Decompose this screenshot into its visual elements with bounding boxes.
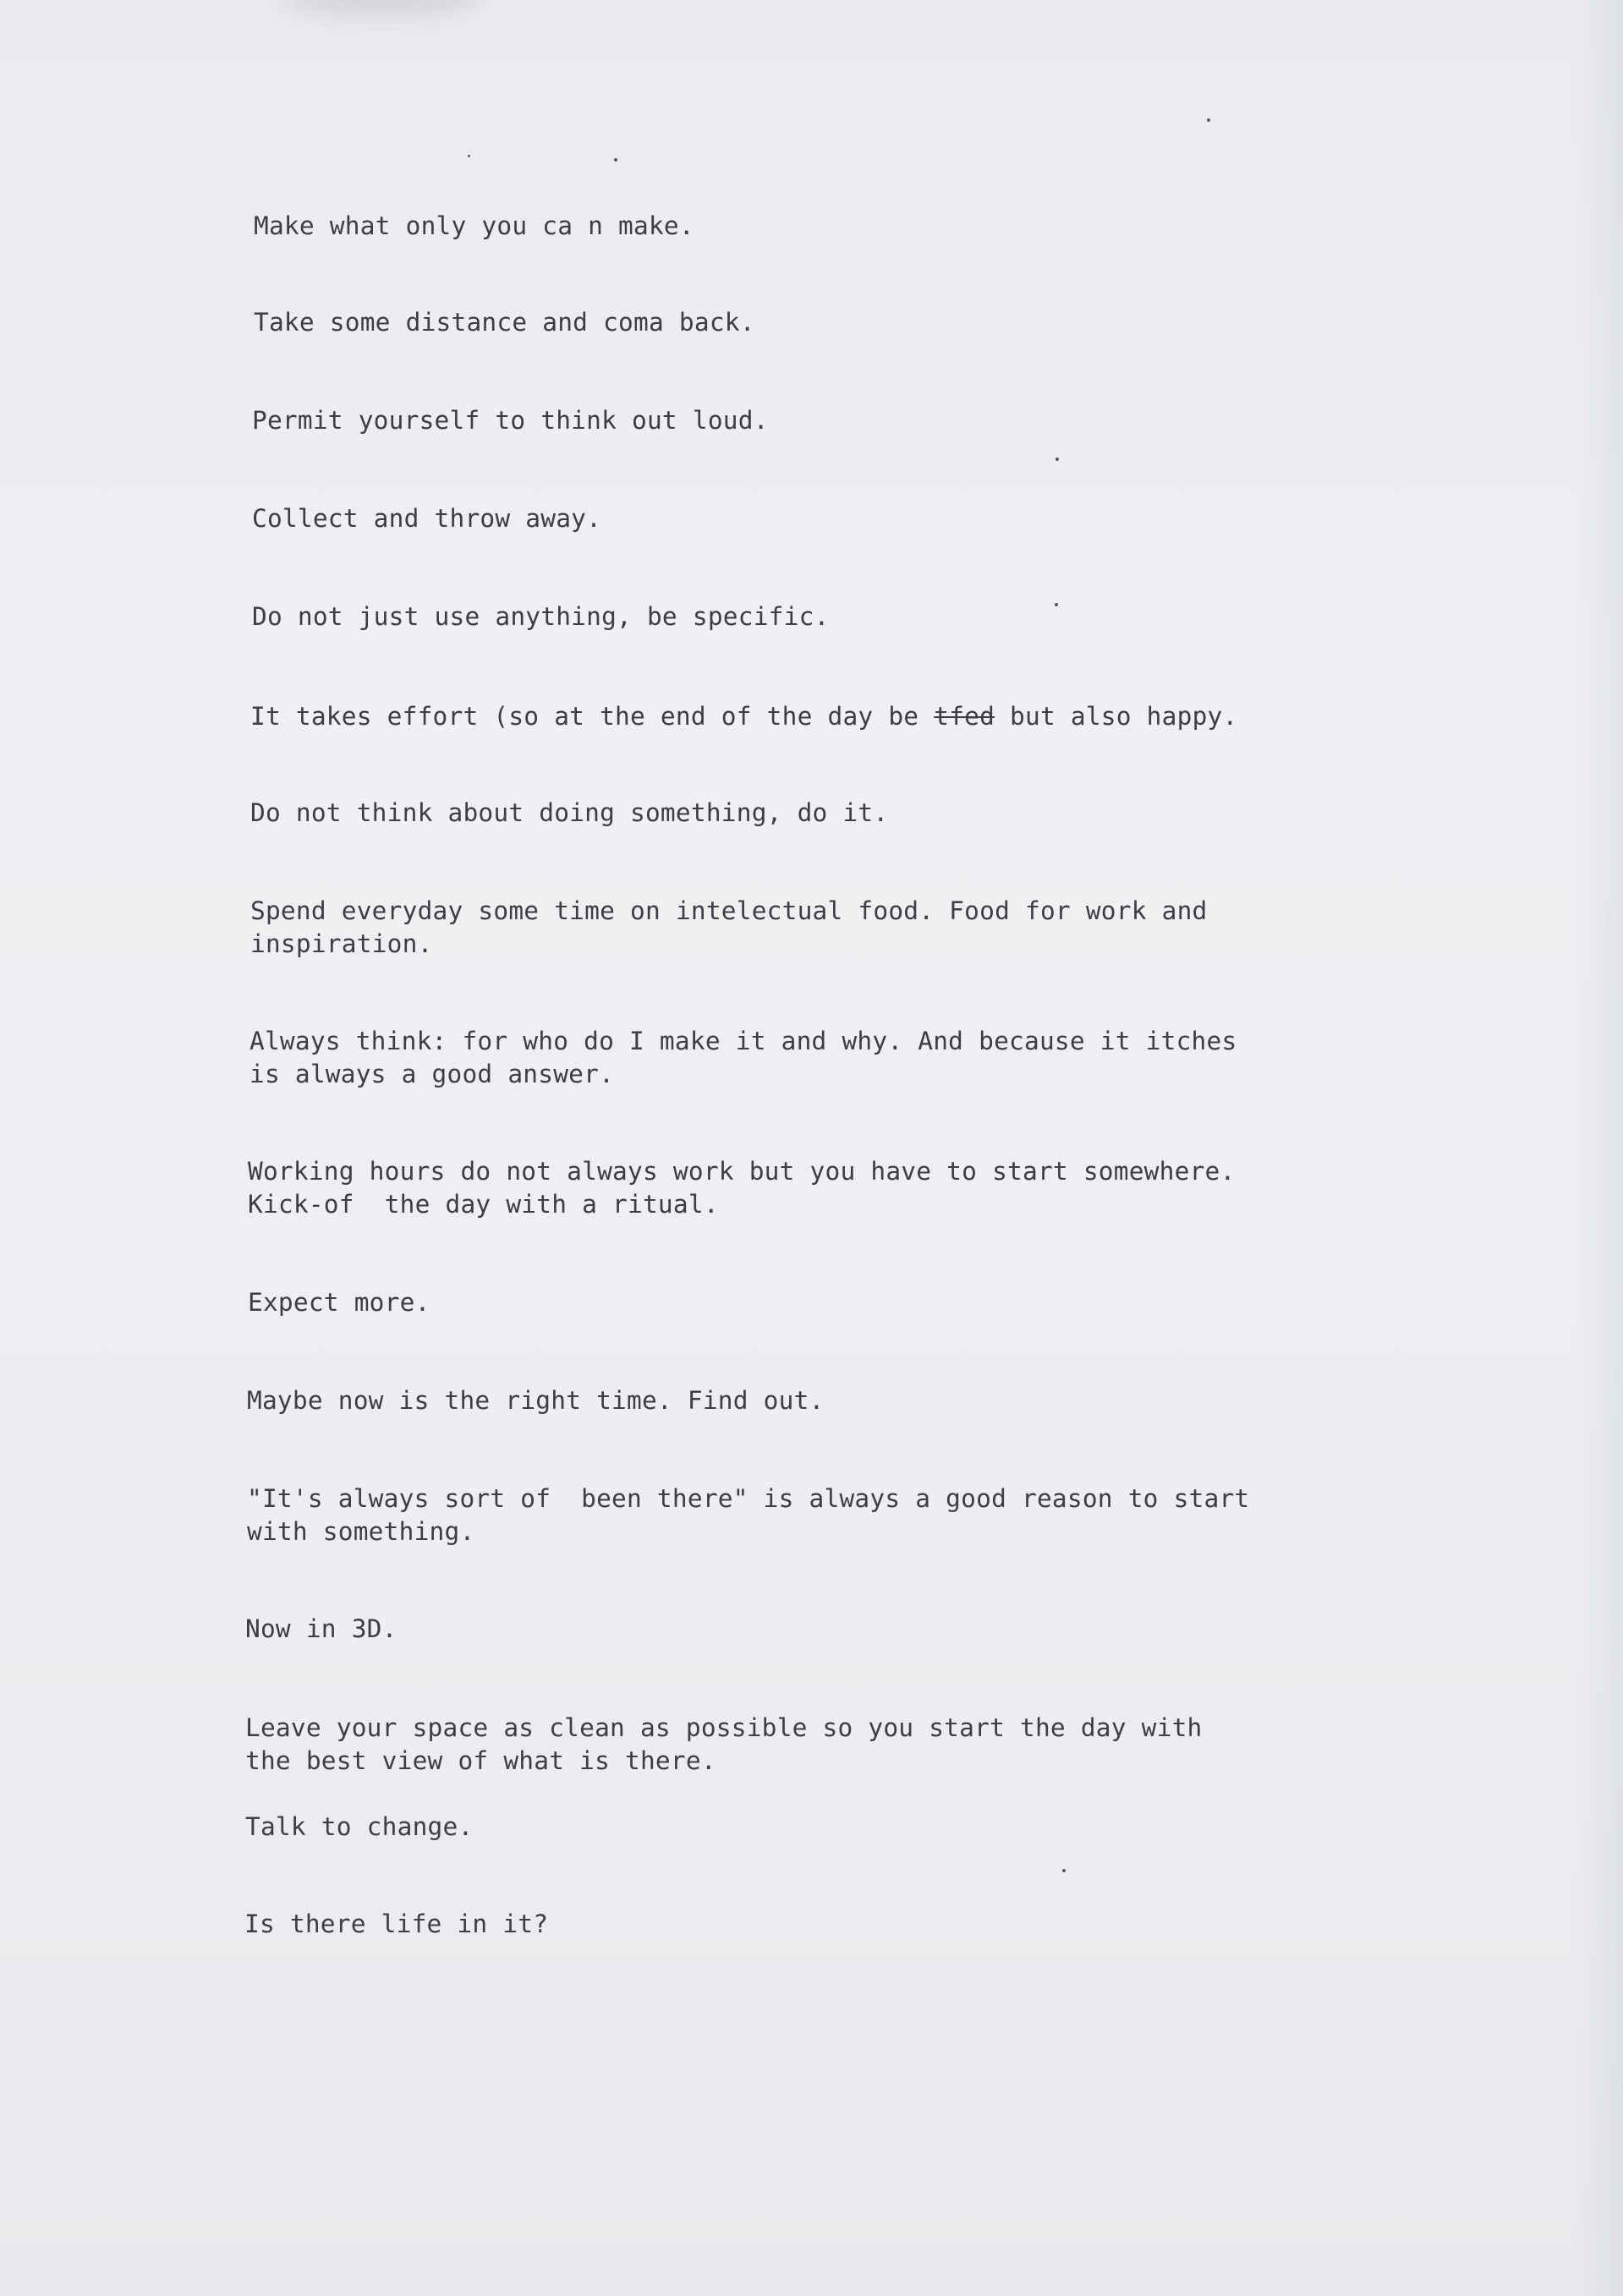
- paper-speck: [1055, 458, 1059, 461]
- line-10: Always think: for who do I make it and why. And because it itches: [249, 1027, 1237, 1055]
- line-18: Now in 3D.: [245, 1614, 398, 1643]
- line-11: is always a good answer.: [249, 1060, 615, 1088]
- line-15: Maybe now is the right time. Find out.: [247, 1386, 825, 1415]
- line-19: Leave your space as clean as possible so you start the day with: [245, 1713, 1203, 1742]
- line-6-struck-word: tfed: [934, 702, 995, 731]
- paper-shadow: [279, 0, 482, 17]
- paper-speck: [1055, 603, 1058, 606]
- line-21: Talk to change.: [245, 1812, 474, 1841]
- line-14: Expect more.: [248, 1288, 430, 1317]
- line-17: with something.: [247, 1517, 475, 1546]
- line-16: "It's always sort of been there" is always a good reason to start: [247, 1484, 1250, 1513]
- line-7: Do not think about doing something, do it.: [250, 798, 889, 827]
- paper-speck: [1062, 1869, 1066, 1872]
- line-8: Spend everyday some time on intelectual food. Food for work and: [250, 896, 1208, 925]
- line-12: Working hours do not always work but you have to start somewhere.: [248, 1157, 1236, 1186]
- paper-speck: [1207, 118, 1210, 122]
- line-6: [250, 700, 1623, 732]
- line-2: Take some distance and coma back.: [254, 308, 755, 337]
- line-1: Make what only you ca n make.: [254, 211, 694, 240]
- line-22: Is there life in it?: [244, 1910, 549, 1938]
- line-20: the best view of what is there.: [245, 1746, 716, 1775]
- line-6-after: but also happy.: [995, 702, 1238, 731]
- line-13: Kick-of the day with a ritual.: [248, 1190, 719, 1219]
- line-5: Do not just use anything, be specific.: [252, 602, 830, 631]
- paper-speck: [468, 155, 470, 157]
- line-4: Collect and throw away.: [252, 504, 602, 533]
- line-3: Permit yourself to think out loud.: [252, 406, 769, 435]
- paper-speck: [614, 158, 617, 162]
- line-9: inspiration.: [250, 929, 433, 958]
- line-6-before: It takes effort (so at the end of the day be: [250, 702, 935, 731]
